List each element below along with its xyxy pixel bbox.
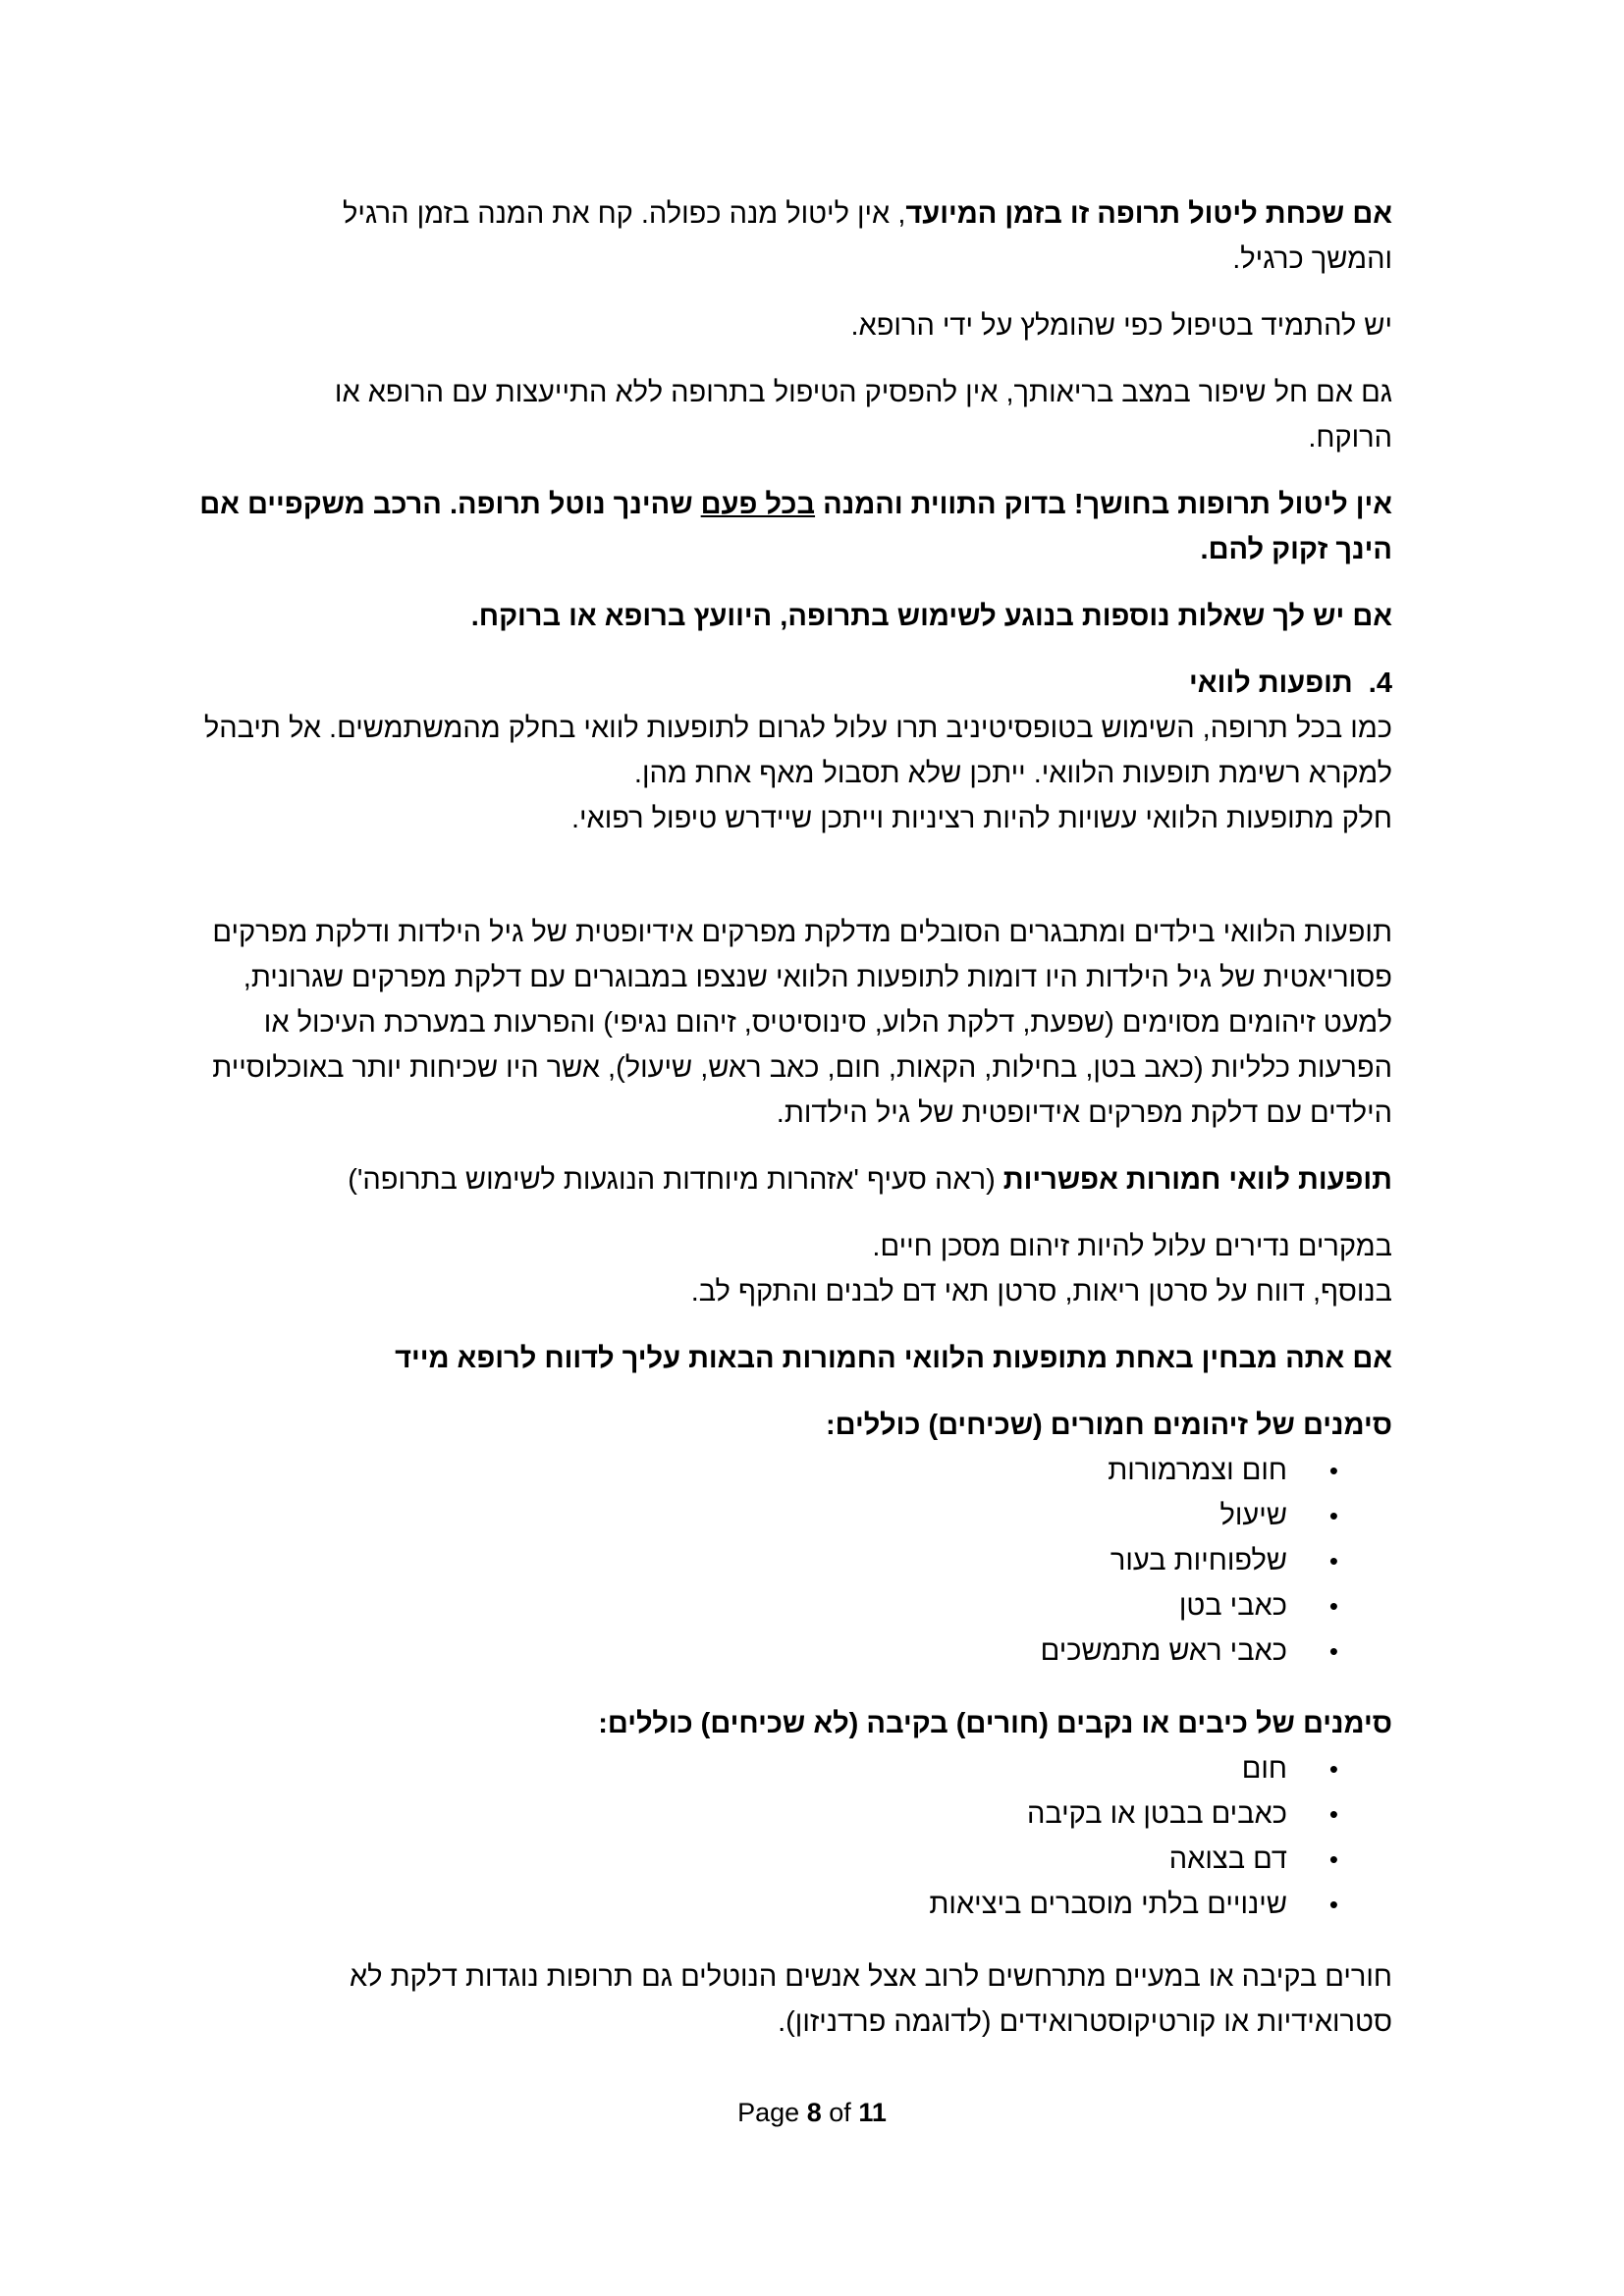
list-item: • כאבי ראש מתמשכים [175,1629,1338,1674]
list-item: • חום וצמרמורות [175,1448,1338,1493]
serious-side-effects-ref: (ראה סעיף 'אזהרות מיוחדות הנוגעות לשימוש בתרופה') [348,1164,1003,1196]
list-item: • חום [175,1746,1338,1791]
footer-page-word: Page [737,2098,800,2127]
children-side-effects-paragraph: תופעות הלוואי בילדים ומתבגרים הסובלים מדלקת מפרקים אידיופטית של גיל הילדות ודלקת מפרקים פסוריאטית של גיל הילדות היו דומות לתופעות הלוואי שנצפו במבוגרים עם דלקת מפרקים שגרונית, למעט זיהומים מסוימים (שפעת, דלקת הלוע, סינוסיטיס, זיהום נגיפי) והפרעות במערכת העיכול או הפרעות כלליות (כאב בטן, בחילות, הקאות, חום, כאב ראש, שיעול), אשר היו שכיחות יותר באוכלוסיית הילדים עם דלקת מפרקים אידיופטית של גיל הילדות. [212,917,1392,1129]
infections-heading: סימנים של זיהומים חמורים (שכיחים) כוללים: [826,1410,1392,1441]
do-not-stop-paragraph: גם אם חל שיפור במצב בריאותך, אין להפסיק הטיפול בתרופה ללא התייעצות עם הרופא או הרוקח. [334,377,1392,454]
footer-current-page: 8 [806,2098,822,2127]
list-item: • שלפוחיות בעור [175,1538,1338,1583]
side-effects-serious-note: חלק מתופעות הלוואי עשויות להיות רציניות וייתכן שיידרש טיפול רפואי. [570,803,1392,834]
footer-total-pages: 11 [858,2098,887,2127]
missed-dose-paragraph [263,191,1392,282]
missed-dose-bold: אם שכחת ליטול תרופה זו בזמן המיועד [905,198,1392,230]
ulcers-list [175,1746,1392,1927]
missed-dose-text: , אין ליטול מנה כפולה. קח את המנה בזמן הרגיל והמשך כרגיל. [342,198,1392,275]
section-4-heading [175,661,1392,706]
infections-list [175,1448,1392,1674]
list-item: • כאבים בבטן או בקיבה [175,1791,1338,1837]
rare-cancer-line: בנוסף, דווח על סרטן ריאות, סרטן תאי דם לבנים והתקף לב. [690,1276,1392,1308]
stomach-holes-paragraph: חורים בקיבה או במעיים מתרחשים לרוב אצל אנשים הנוטלים גם תרופות נוגדות דלקת לא סטרואידיות או קורטיקוסטרואידים (לדוגמה פרדניזון). [349,1961,1392,2038]
report-to-doctor-notice: אם אתה מבחין באחת מתופעות הלוואי החמורות הבאות עליך לדווח לרופא מייד [395,1343,1392,1374]
ulcers-heading: סימנים של כיבים או נקבים (חורים) בקיבה (לא שכיחים) כוללים: [598,1708,1392,1739]
darkness-warning-underline: בכל פעם [700,489,816,520]
darkness-warning-a: אין ליטול תרופות בחושך! בדוק התווית והמנה [815,489,1392,520]
document-body [175,191,1392,2045]
side-effects-intro: כמו בכל תרופה, השימוש בטופסיטיניב תרו עלול לגרום לתופעות לוואי בחלק מהמשתמשים. אל תיבהל למקרא רשימת תופעות הלוואי. ייתכן שלא תסבול מאף אחת מהן. [203,713,1392,789]
page-number-footer [0,2098,1624,2128]
questions-paragraph: אם יש לך שאלות נוספות בנוגע לשימוש בתרופה, היוועץ ברופא או ברוקח. [470,601,1392,632]
list-item: • שינויים בלתי מוסברים ביציאות [175,1882,1338,1927]
rare-infection-line: במקרים נדירים עלול להיות זיהום מסכן חיים. [872,1231,1392,1262]
list-item: • כאבי בטן [175,1583,1338,1629]
section-4-title: תופעות לוואי [1189,667,1353,699]
serious-side-effects-line [175,1157,1392,1202]
list-item: • דם בצואה [175,1837,1338,1882]
section-4-number: 4. [1368,667,1392,699]
list-item: • שיעול [175,1493,1338,1538]
darkness-warning-paragraph [185,482,1392,572]
footer-of-word: of [829,2098,851,2127]
serious-side-effects-bold: תופעות לוואי חמורות אפשריות [1002,1164,1392,1196]
darkness-warning-b: שהינך נוטל תרופה. הרכב משקפיים אם הינך זקוק להם. [199,489,1392,565]
continue-treatment-paragraph: יש להתמיד בטיפול כפי שהומלץ על ידי הרופא. [850,310,1392,342]
